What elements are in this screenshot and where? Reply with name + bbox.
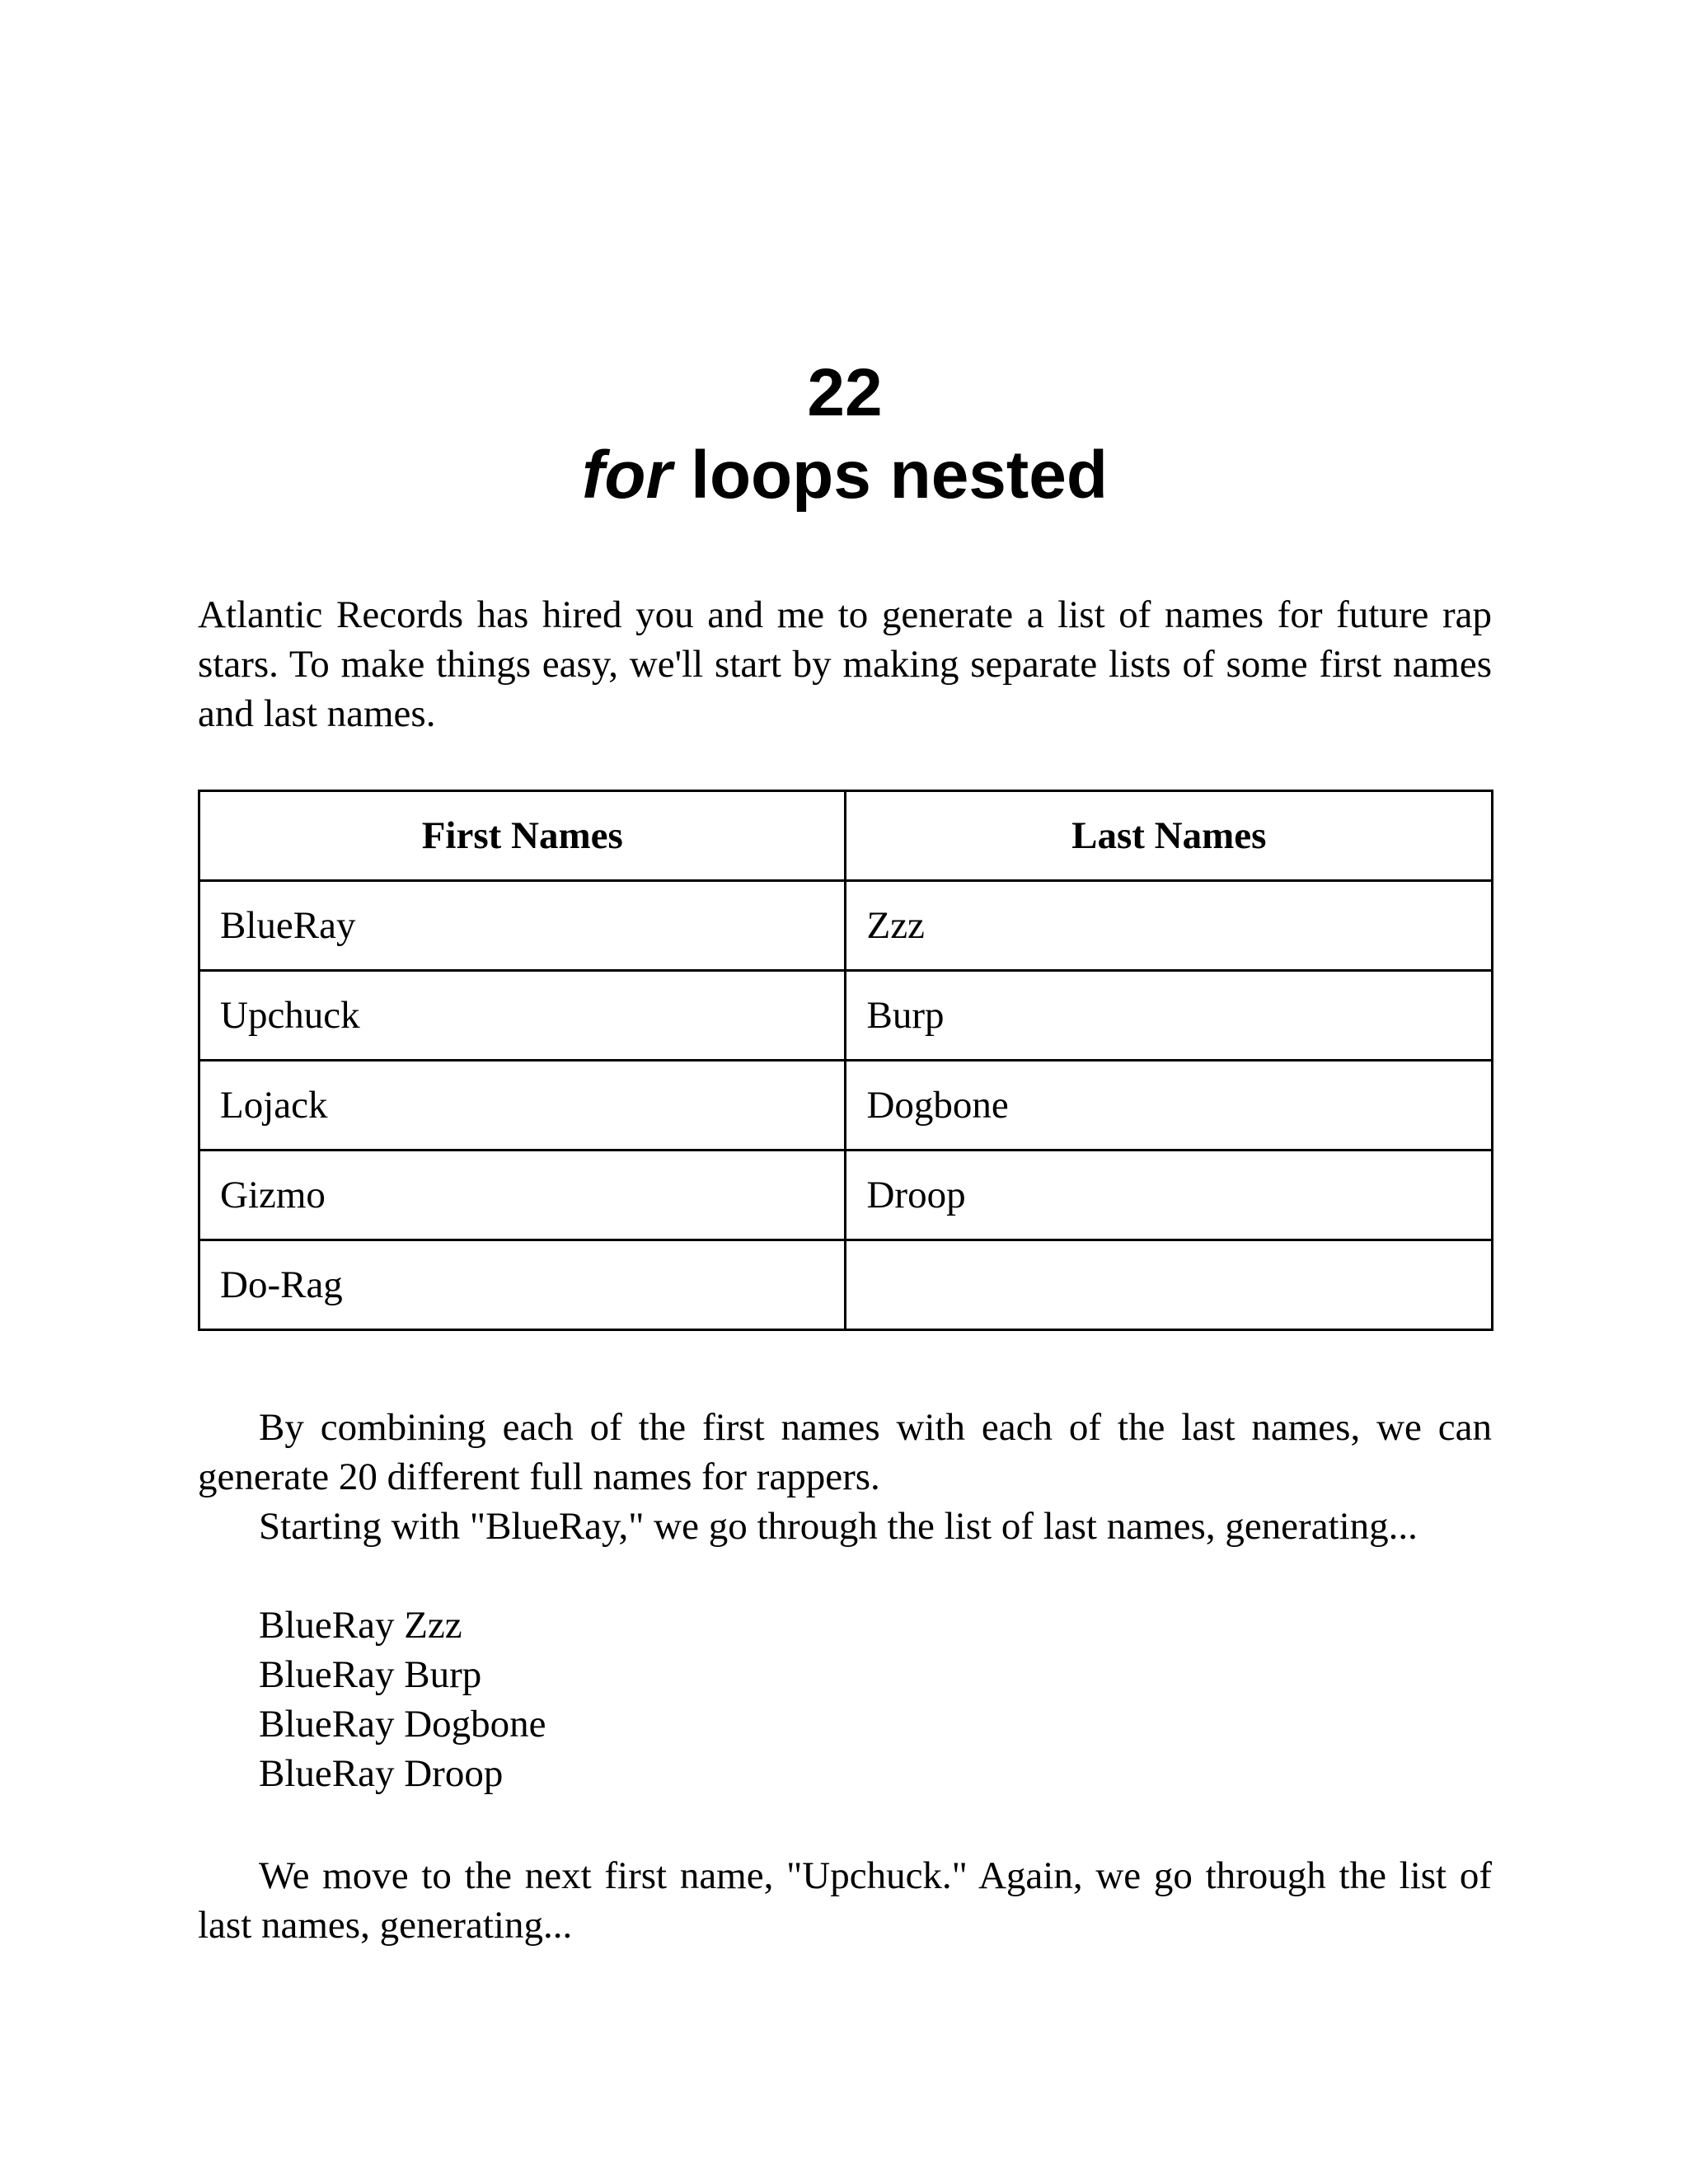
chapter-heading (198, 352, 1492, 517)
first-name-cell: BlueRay (199, 881, 846, 971)
last-name-cell: Burp (846, 971, 1493, 1061)
list-item: BlueRay Dogbone (259, 1703, 546, 1746)
first-names-header: First Names (199, 791, 846, 881)
list-item: BlueRay Zzz (259, 1604, 462, 1647)
chapter-number: 22 (807, 354, 883, 430)
last-name-cell: Droop (846, 1151, 1493, 1240)
book-page (198, 0, 1492, 2184)
names-table (198, 790, 1493, 1331)
first-name-cell: Lojack (199, 1061, 846, 1151)
generated-names-list (259, 1601, 546, 1798)
list-item: BlueRay Droop (259, 1752, 504, 1795)
last-name-cell: Dogbone (846, 1061, 1493, 1151)
table-row (199, 881, 1493, 971)
list-item: BlueRay Burp (259, 1653, 482, 1696)
table-row (199, 1240, 1493, 1330)
table-row (199, 1151, 1493, 1240)
last-name-cell: Zzz (846, 881, 1493, 971)
next-name-paragraph: We move to the next first name, "Upchuck." Again, we go through the list of last names, generating... (198, 1854, 1492, 1947)
chapter-title-rest: loops nested (672, 437, 1108, 513)
table-row (199, 971, 1493, 1061)
first-name-cell: Gizmo (199, 1151, 846, 1240)
last-names-header: Last Names (846, 791, 1493, 881)
table-row (199, 1061, 1493, 1151)
intro-paragraph: Atlantic Records has hired you and me to generate a list of names for future rap stars. To make things easy, we'll start by making separate lists of some first names and last names. (198, 593, 1492, 735)
combining-paragraph: By combining each of the first names with each of the last names, we can generate 20 different full names for rappers. (198, 1406, 1492, 1498)
last-name-cell (846, 1240, 1493, 1330)
chapter-title-keyword: for (582, 437, 673, 513)
first-name-cell: Do-Rag (199, 1240, 846, 1330)
chapter-title (198, 434, 1492, 517)
starting-paragraph: Starting with "BlueRay," we go through the list of last names, generating... (259, 1505, 1418, 1548)
first-name-cell: Upchuck (199, 971, 846, 1061)
table-header-row (199, 791, 1493, 881)
